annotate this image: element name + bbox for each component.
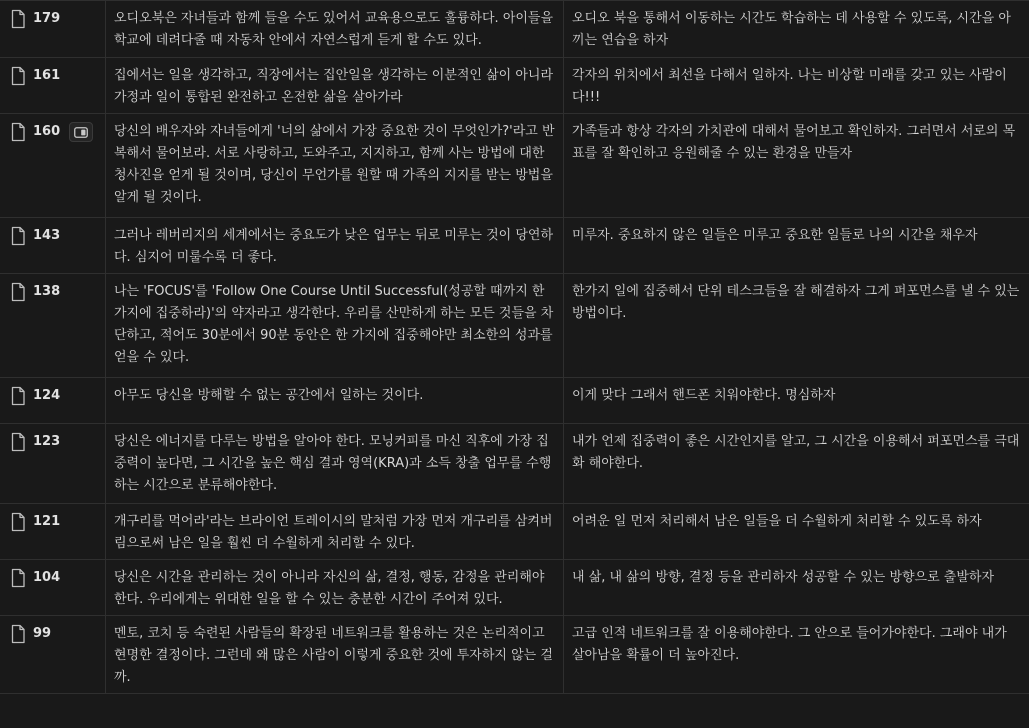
table-row[interactable] xyxy=(0,218,1029,274)
note-cell[interactable]: 고급 인적 네트워크를 잘 이용해야한다. 그 안으로 들어가야한다. 그래야 내가 살아남을 확률이 더 높아진다. xyxy=(572,626,1007,663)
page-icon xyxy=(10,568,26,588)
quote-cell[interactable]: 오디오북은 자녀들과 함께 들을 수도 있어서 교육용으로도 훌륭하다. 아이들을 학교에 데려다줄 때 자동차 안에서 자연스럽게 듣게 할 수도 있다. xyxy=(106,1,564,57)
table-row[interactable] xyxy=(0,560,1029,616)
table-row[interactable] xyxy=(0,616,1029,694)
note-cell[interactable]: 어려운 일 먼저 처리해서 남은 일들을 더 수월하게 처리할 수 있도록 하자 xyxy=(572,514,982,529)
note-cell[interactable]: 미루자. 중요하지 않은 일들은 미루고 중요한 일들로 나의 시간을 채우자 xyxy=(572,228,978,243)
title-cell[interactable] xyxy=(0,58,106,113)
quote-cell[interactable]: 당신은 시간을 관리하는 것이 아니라 자신의 삶, 결정, 행동, 감정을 관리해야 한다. 우리에게는 위대한 일을 할 수 있는 충분한 시간이 주어져 있다. xyxy=(106,560,564,615)
row-number[interactable]: 179 xyxy=(33,11,61,26)
page-icon xyxy=(10,432,26,452)
page-icon xyxy=(10,226,26,246)
quote-cell[interactable]: 당신은 에너지를 다루는 방법을 알아야 한다. 모닝커피를 마신 직후에 가장 집중력이 높다면, 그 시간을 높은 핵심 결과 영역(KRA)과 소득 창출 업무를 수행하는 시간으로 분류해야한다. xyxy=(106,424,564,503)
quote-cell[interactable]: 집에서는 일을 생각하고, 직장에서는 집안일을 생각하는 이분적인 삶이 아니라 가정과 일이 통합된 완전하고 온전한 삶을 살아가라 xyxy=(106,58,564,113)
table-row[interactable] xyxy=(0,1,1029,58)
page-icon xyxy=(10,9,26,29)
row-number[interactable]: 138 xyxy=(33,284,61,299)
title-cell[interactable] xyxy=(0,1,106,57)
page-icon xyxy=(10,386,26,406)
row-number[interactable]: 161 xyxy=(33,68,61,83)
table-row[interactable] xyxy=(0,114,1029,218)
open-side-peek-button[interactable] xyxy=(69,122,93,142)
table-row[interactable] xyxy=(0,504,1029,560)
quote-cell[interactable]: 그러나 레버리지의 세계에서는 중요도가 낮은 업무는 뒤로 미루는 것이 당연하다. 심지어 미룰수록 더 좋다. xyxy=(106,218,564,273)
page-icon xyxy=(10,282,26,302)
note-cell[interactable]: 가족들과 항상 각자의 가치관에 대해서 물어보고 확인하자. 그러면서 서로의 목표를 잘 확인하고 응원해줄 수 있는 환경을 만들자 xyxy=(572,124,1016,161)
note-cell[interactable]: 오디오 북을 통해서 이동하는 시간도 학습하는 데 사용할 수 있도록, 시간을 아끼는 연습을 하자 xyxy=(572,11,1011,48)
note-cell[interactable]: 이게 맞다 그래서 핸드폰 치워야한다. 명심하자 xyxy=(572,388,836,403)
note-cell[interactable]: 각자의 위치에서 최선을 다해서 일하자. 나는 비상할 미래를 갖고 있는 사람이다!!! xyxy=(572,68,1007,105)
title-cell[interactable] xyxy=(0,616,106,693)
row-number[interactable]: 123 xyxy=(33,434,61,449)
page-icon xyxy=(10,122,26,142)
page-icon xyxy=(10,512,26,532)
page-icon xyxy=(10,66,26,86)
row-number[interactable]: 143 xyxy=(33,228,61,243)
page-icon xyxy=(10,624,26,644)
row-number[interactable]: 104 xyxy=(33,570,61,585)
note-cell[interactable]: 한가지 일에 집중해서 단위 테스크들을 잘 해결하자 그게 퍼포먼스를 낼 수 있는 방법이다. xyxy=(572,284,1020,321)
table-row[interactable] xyxy=(0,378,1029,424)
title-cell[interactable] xyxy=(0,274,106,377)
title-cell[interactable] xyxy=(0,424,106,503)
row-number[interactable]: 121 xyxy=(33,514,61,529)
title-cell[interactable] xyxy=(0,114,106,217)
table-row[interactable] xyxy=(0,274,1029,378)
table-row[interactable] xyxy=(0,424,1029,504)
note-cell[interactable]: 내가 언제 집중력이 좋은 시간인지를 알고, 그 시간을 이용해서 퍼포먼스를 극대화 해야한다. xyxy=(572,434,1020,471)
row-number[interactable]: 124 xyxy=(33,388,61,403)
quote-cell[interactable]: 나는 'FOCUS'를 'Follow One Course Until Successful(성공할 때까지 한 가지에 집중하라)'의 약자라고 생각한다. 우리를 산만하게 하는 모든 것들을 차단하고, 적어도 30분에서 90분 동안은 한 가지에 집중해야만 최소한의 성과를 얻을 수 있다. xyxy=(106,274,564,377)
title-cell[interactable] xyxy=(0,504,106,559)
row-number[interactable]: 99 xyxy=(33,626,52,641)
row-number[interactable]: 160 xyxy=(33,124,61,139)
title-cell[interactable] xyxy=(0,378,106,423)
quote-cell[interactable]: 개구리를 먹어라'라는 브라이언 트레이시의 말처럼 가장 먼저 개구리를 삼켜버림으로써 남은 일을 훨씬 더 수월하게 처리할 수 있다. xyxy=(106,504,564,559)
quote-cell[interactable]: 아무도 당신을 방해할 수 없는 공간에서 일하는 것이다. xyxy=(106,378,564,423)
quote-cell[interactable]: 멘토, 코치 등 숙련된 사람들의 확장된 네트워크를 활용하는 것은 논리적이고 현명한 결정이다. 그런데 왜 많은 사람이 이렇게 중요한 것에 투자하지 않는 걸까. xyxy=(106,616,564,693)
quote-cell[interactable]: 당신의 배우자와 자녀들에게 '너의 삶에서 가장 중요한 것이 무엇인가?'라고 반복해서 물어보라. 서로 사랑하고, 도와주고, 지지하고, 함께 사는 방법에 대한 청사진을 얻게 될 것이며, 당신이 무언가를 원할 때 가족의 지지를 받는 방법을 알게 될 것이다. xyxy=(106,114,564,217)
side-peek-icon xyxy=(74,127,88,138)
table-row[interactable] xyxy=(0,58,1029,114)
title-cell[interactable] xyxy=(0,560,106,615)
note-cell[interactable]: 내 삶, 내 삶의 방향, 결정 등을 관리하자 성공할 수 있는 방향으로 출발하자 xyxy=(572,570,995,585)
title-cell[interactable] xyxy=(0,218,106,273)
